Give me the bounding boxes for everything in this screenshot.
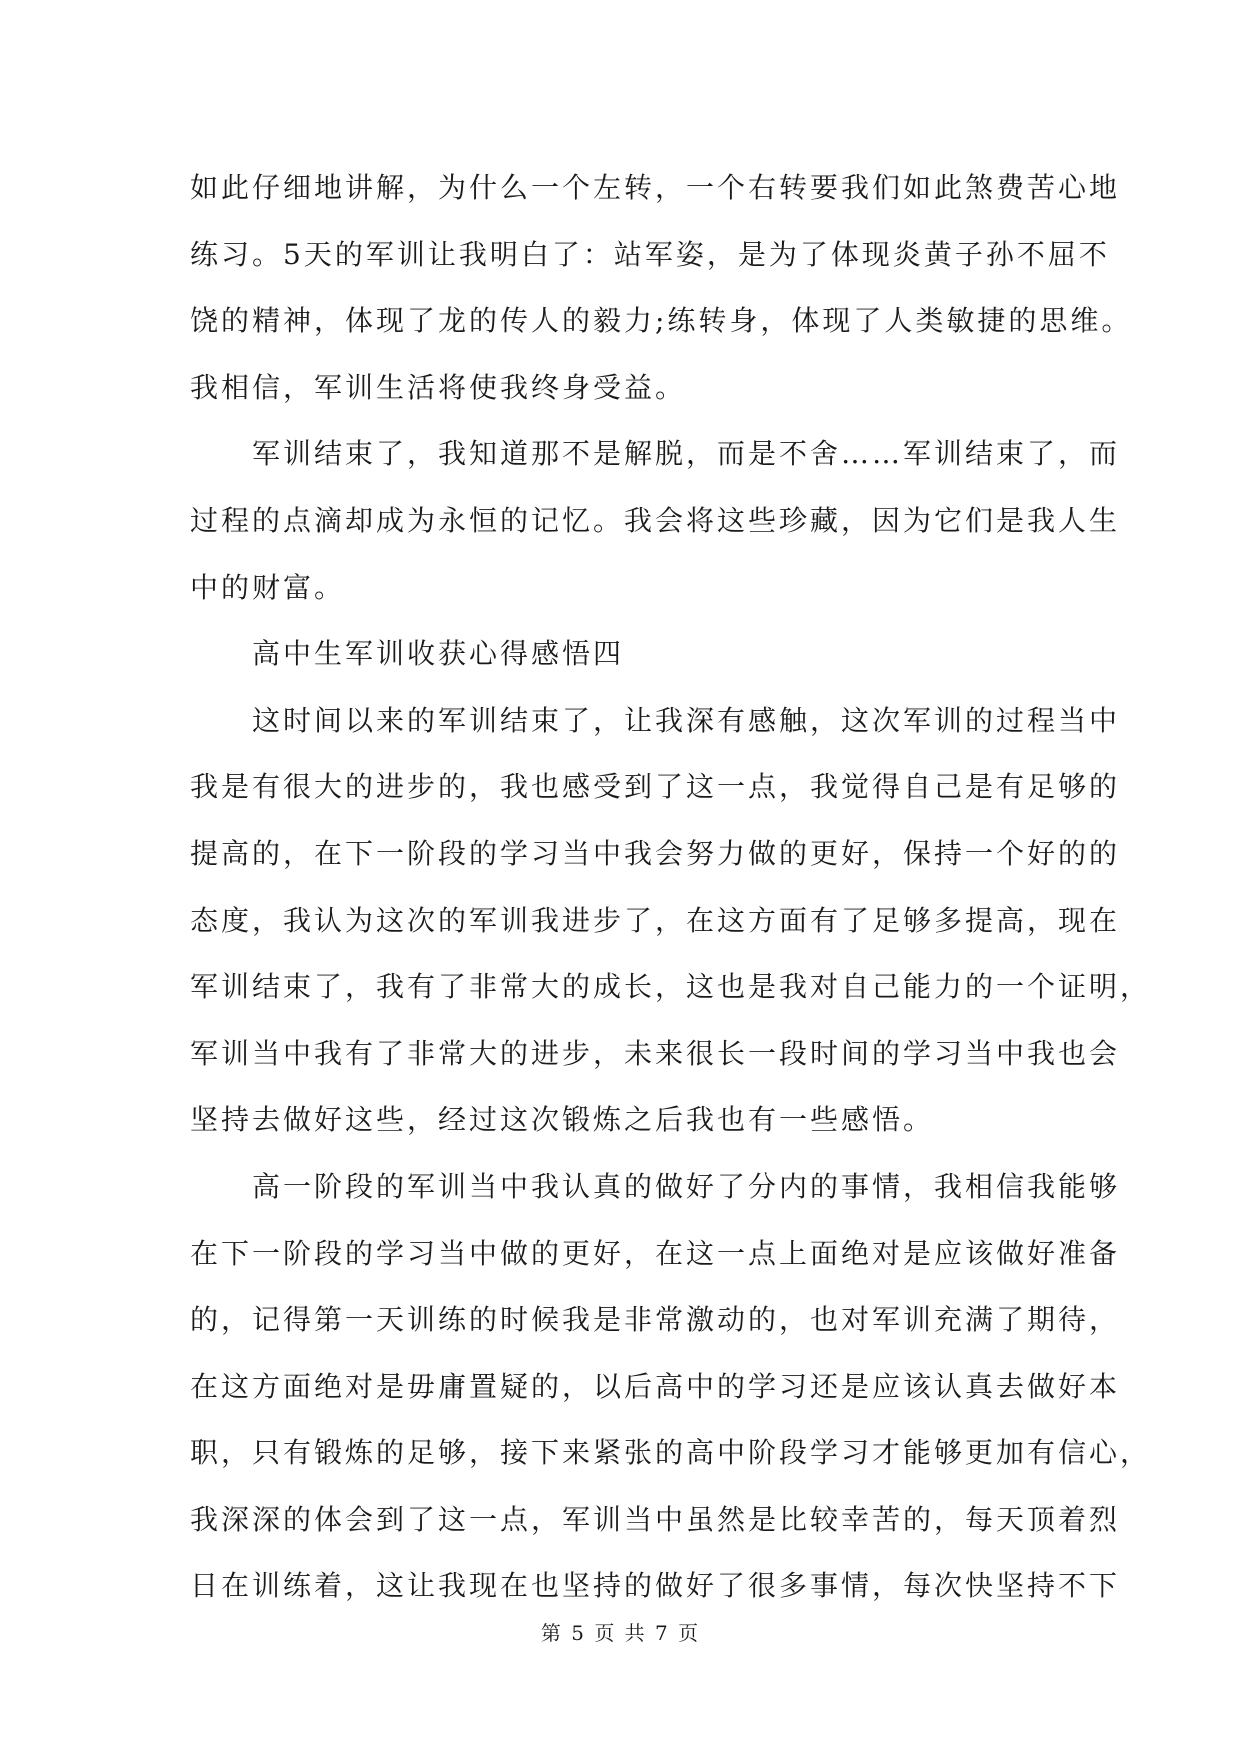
text-line: 职，只有锻炼的足够，接下来紧张的高中阶段学习才能够更加有信心， bbox=[190, 1436, 1152, 1470]
text-line: 如此仔细地讲解，为什么一个左转，一个右转要我们如此煞费苦心地 bbox=[190, 171, 1121, 204]
text-line: 中的财富。 bbox=[190, 570, 346, 604]
text-line: 我是有很大的进步的，我也感受到了这一点，我觉得自己是有足够的 bbox=[190, 770, 1121, 804]
text-line: 在这方面绝对是毋庸置疑的，以后高中的学习还是应该认真去做好本 bbox=[190, 1369, 1121, 1403]
text-line: 坚持去做好这些，经过这次锻炼之后我也有一些感悟。 bbox=[190, 1103, 935, 1137]
text-line: 提高的，在下一阶段的学习当中我会努力做的更好，保持一个好的的 bbox=[190, 836, 1121, 870]
text-line: 我深深的体会到了这一点，军训当中虽然是比较幸苦的，每天顶着烈 bbox=[190, 1502, 1121, 1536]
text-line: 军训结束了，我有了非常大的成长，这也是我对自己能力的一个证明， bbox=[190, 970, 1152, 1004]
text-line: 军训当中我有了非常大的进步，未来很长一段时间的学习当中我也会 bbox=[190, 1036, 1121, 1070]
page-number-footer: 第 5 页 共 7 页 bbox=[540, 1621, 701, 1645]
paragraph-first-line: 军训结束了，我知道那不是解脱，而是不舍……军训结束了，而 bbox=[252, 437, 1121, 471]
text-line: 在下一阶段的学习当中做的更好，在这一点上面绝对是应该做好准备 bbox=[190, 1236, 1121, 1270]
text-line: 过程的点滴却成为永恒的记忆。我会将这些珍藏，因为它们是我人生 bbox=[190, 503, 1121, 537]
text-line: 态度，我认为这次的军训我进步了，在这方面有了足够多提高，现在 bbox=[190, 903, 1121, 937]
text-line: 的，记得第一天训练的时候我是非常激动的，也对军训充满了期待， bbox=[190, 1303, 1121, 1337]
text-line: 我相信，军训生活将使我终身受益。 bbox=[190, 370, 687, 404]
section-heading: 高中生军训收获心得感悟四 bbox=[252, 637, 625, 671]
text-line: 日在训练着，这让我现在也坚持的做好了很多事情，每次快坚持不下 bbox=[190, 1569, 1121, 1603]
paragraph-first-line: 这时间以来的军训结束了，让我深有感触，这次军训的过程当中 bbox=[252, 703, 1121, 737]
paragraph-first-line: 高一阶段的军训当中我认真的做好了分内的事情，我相信我能够 bbox=[252, 1169, 1121, 1203]
text-line: 饶的精神，体现了龙的传人的毅力;练转身，体现了人类敏捷的思维。 bbox=[190, 304, 1133, 338]
document-body bbox=[190, 155, 1152, 1620]
text-line: 练习。5天的军训让我明白了：站军姿，是为了体现炎黄子孙不屈不 bbox=[190, 237, 1110, 271]
